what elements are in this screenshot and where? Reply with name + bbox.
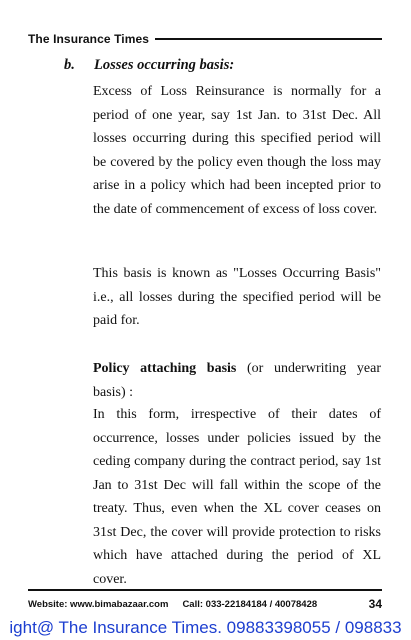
footer-website: Website: www.bimabazaar.com [28, 598, 169, 610]
header-rule [155, 38, 382, 40]
page-footer [28, 596, 382, 612]
section-title: Losses occurring basis: [94, 57, 235, 73]
paragraph-3-rest: (or underwriting year basis) : [93, 361, 381, 400]
copyright-watermark: ight@ The Insurance Times. 09883398055 / 098833 [9, 618, 402, 637]
section-heading [64, 57, 234, 74]
paragraph-2: This basis is known as "Losses Occurring Basis" i.e., all losses during the specified period will be paid for. [93, 266, 381, 328]
header-title: The Insurance Times [28, 32, 150, 46]
paragraph-1: Excess of Loss Reinsurance is normally for a period of one year, say 1st Jan. to 31st Dec. All losses occurring during this specified period will be covered by the policy even though the loss may arise in a policy which had been incepted prior to the date of commencement of excess of loss cover. [93, 84, 381, 217]
footer-rule [28, 589, 382, 591]
paragraph-4: In this form, irrespective of their dates of occurrence, losses under policies issued by the ceding company during the contract period, say 1st Jan to 31st Dec will fall within the scope of the treaty. Thus, even when the XL cover ceases on 31st Dec, the cover will provide protection to risks which have attached during the period of XL cover. [93, 407, 381, 587]
paragraph-3-bold: Policy attaching basis [93, 361, 237, 376]
footer-call: Call: 033-22184184 / 40078428 [182, 598, 318, 610]
paragraph-3 [93, 357, 381, 404]
section-letter: b. [64, 57, 75, 73]
page-number: 34 [368, 597, 382, 611]
page-header [28, 30, 382, 48]
